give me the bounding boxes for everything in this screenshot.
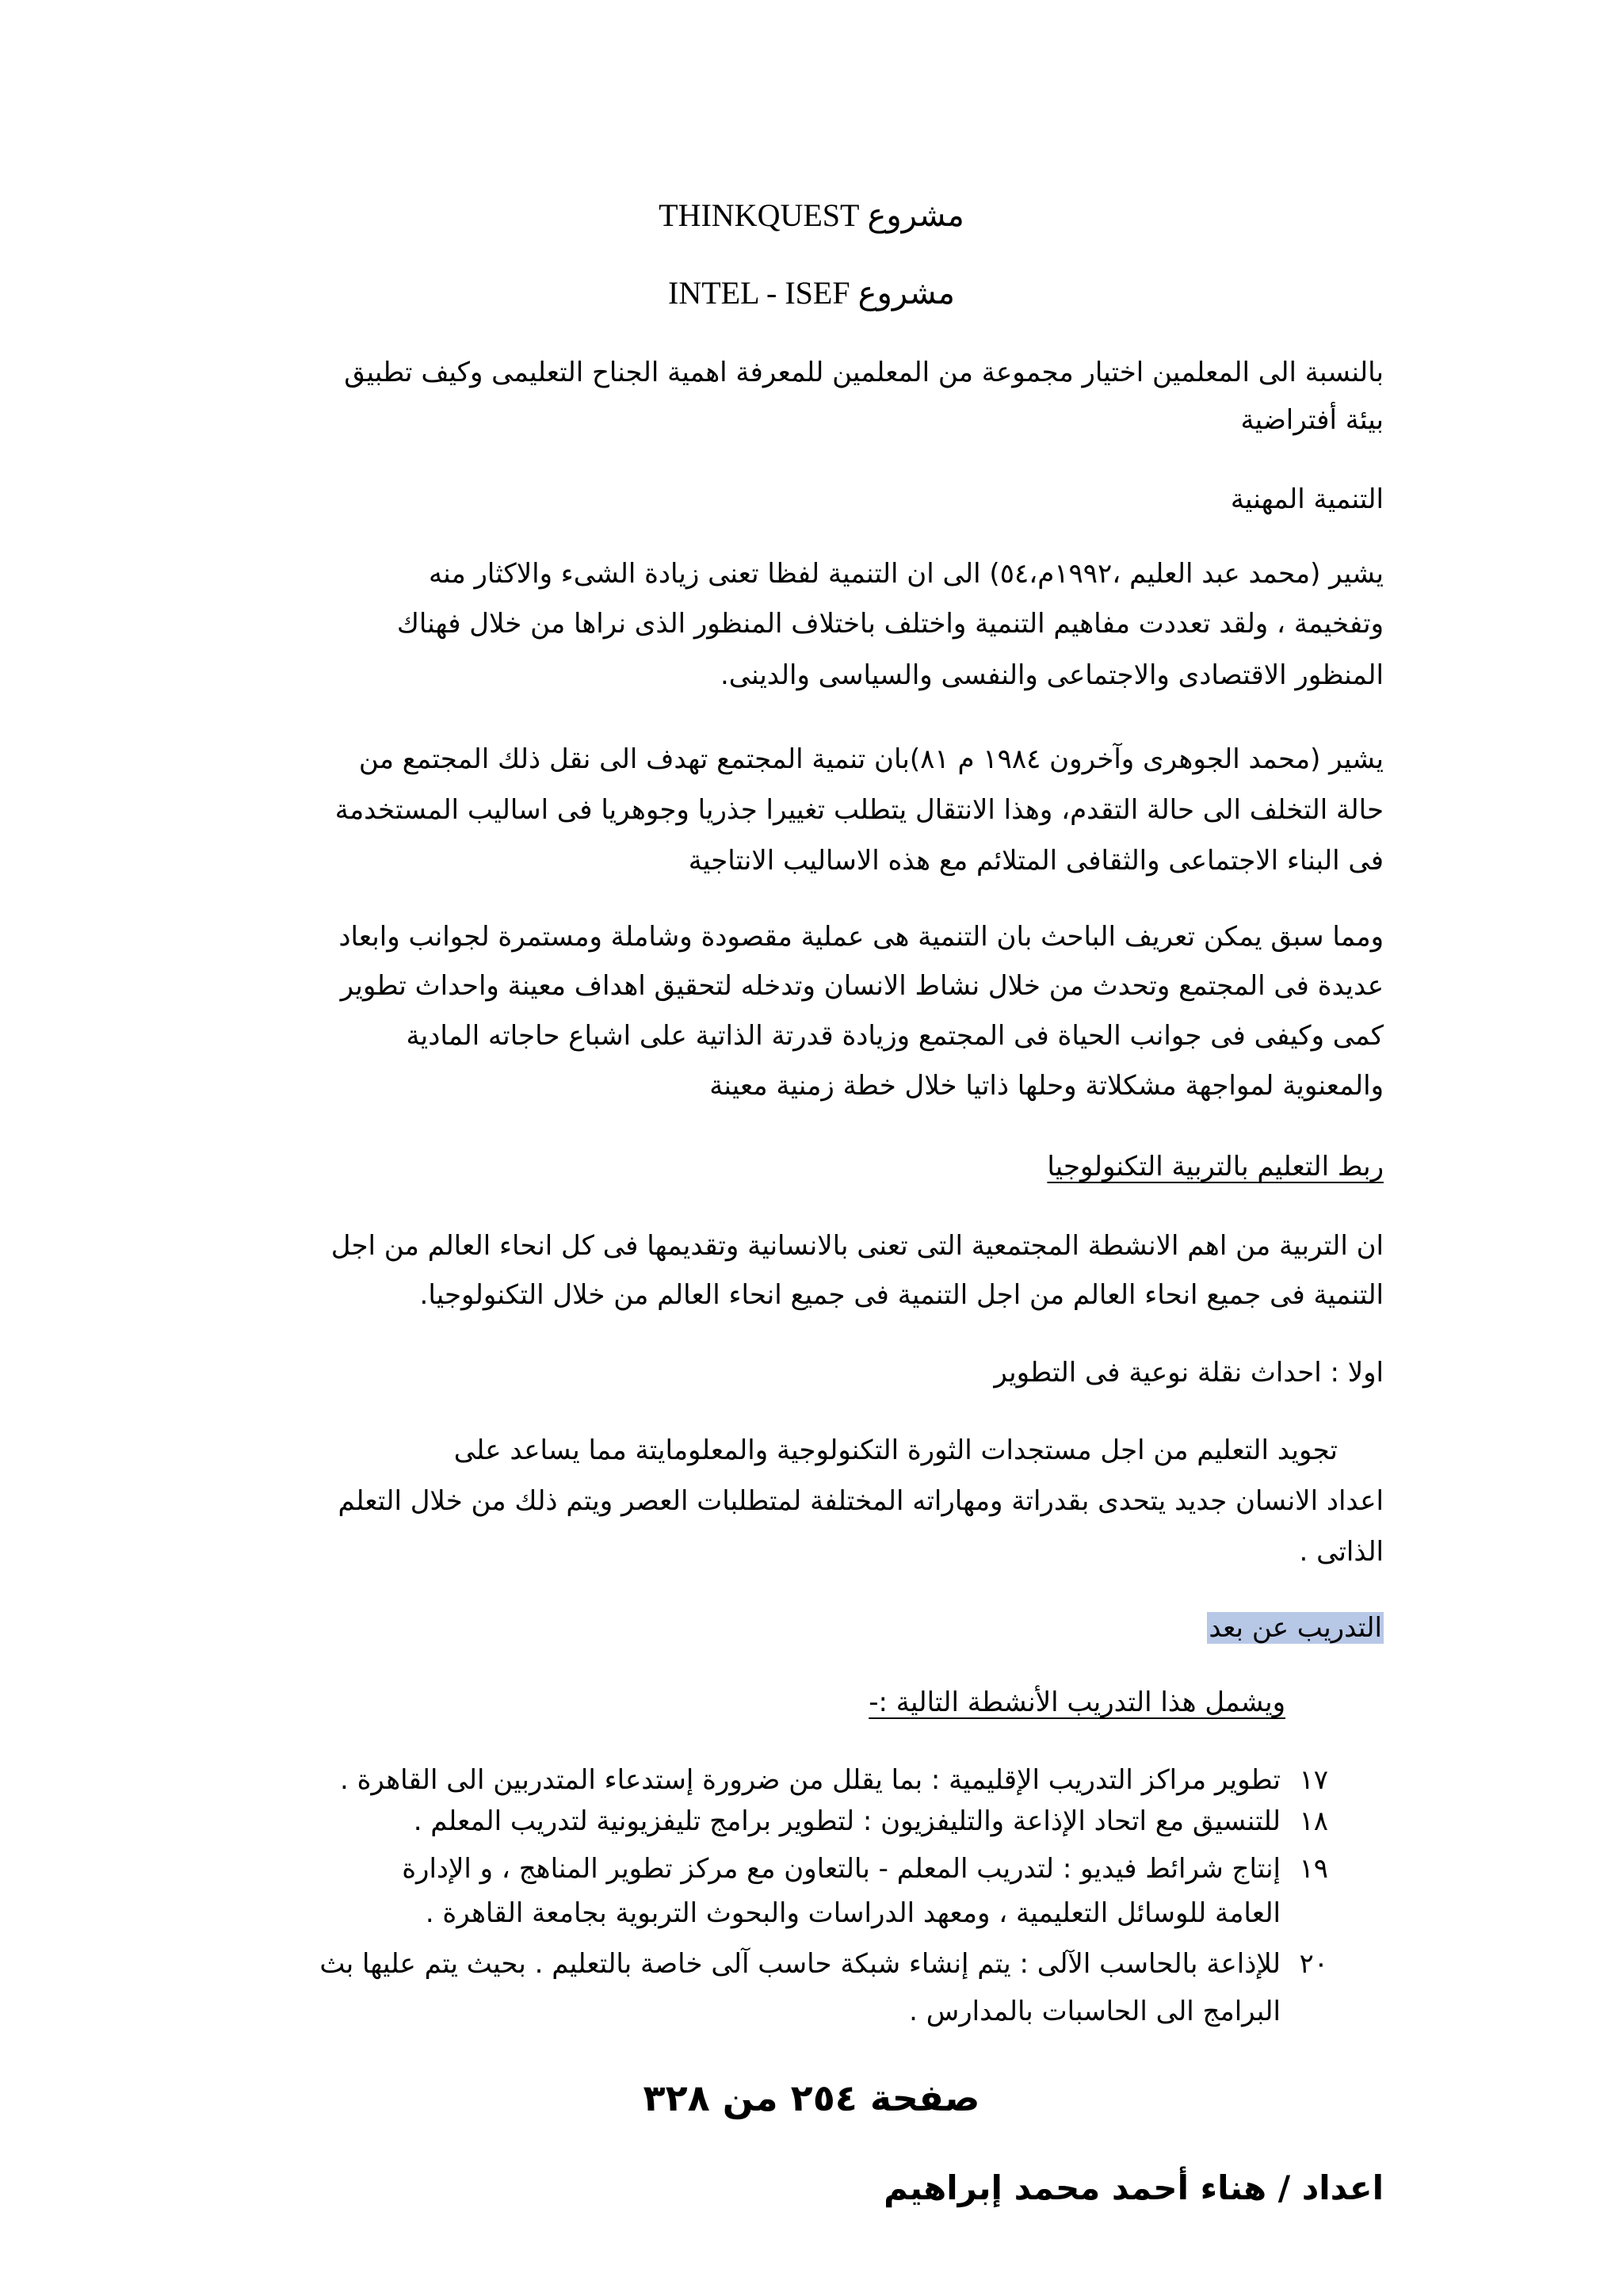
section-heading-distance-training [1207,1610,1384,1645]
document-title-intel-isef: مشروع INTEL - ISEF [668,275,955,311]
section-heading-professional-development: التنمية المهنية [1230,483,1384,515]
list-item-line: العامة للوسائل التعليمية ، ومعهد الدراسات والبحوث التربوية بجامعة القاهرة . [425,1897,1281,1929]
list-item-number: ١٨ [1299,1805,1328,1837]
document-title-thinkquest: مشروع THINKQUEST [659,197,964,233]
list-item-line: تطوير مراكز التدريب الإقليمية : بما يقلل من ضرورة إستدعاء المتدربين الى القاهرة . [340,1764,1281,1796]
list-item-line: للتنسيق مع اتحاد الإذاعة والتليفزيون : لتطوير برامج تليفزيونية لتدريب المعلم . [413,1805,1281,1837]
list-item-number: ١٩ [1299,1853,1328,1885]
paragraph-line: المنظور الاقتصادى والاجتماعى والنفسى والسياسى والدينى. [720,659,1384,691]
list-item-number: ٢٠ [1299,1948,1328,1980]
paragraph-line: يشير (محمد الجوهرى وآخرون ١٩٨٤ م ٨١)بان تنمية المجتمع تهدف الى نقل ذلك المجتمع من [358,743,1384,775]
paragraph-line: والمعنوية لمواجهة مشكلاتة وحلها ذاتيا خلال خطة زمنية معينة [709,1070,1384,1102]
paragraph-line: كمى وكيفى فى جوانب الحياة فى المجتمع وزيادة قدرتة الذاتية على اشباع حاجاته المادية [406,1020,1384,1052]
sub-heading-qualitative-shift: اولا : احداث نقلة نوعية فى التطوير [994,1357,1384,1389]
list-item-line: إنتاج شرائط فيديو : لتدريب المعلم - بالتعاون مع مركز تطوير المناهج ، و الإدارة [402,1853,1281,1885]
paragraph-line: عديدة فى المجتمع وتحدث من خلال نشاط الانسان وتدخله لتحقيق اهداف معينة واحداث تطوير [340,970,1384,1002]
paragraph-line: تجويد التعليم من اجل مستجدات الثورة التكنولوجية والمعلومايتة مما يساعد على [453,1435,1338,1466]
paragraph-line: اعداد الانسان جديد يتحدى بقدراتة ومهاراته المختلفة لمتطلبات العصر ويتم ذلك من خلال التعلم [338,1485,1384,1517]
intro-line-2: بيئة أفتراضية [1240,404,1384,436]
list-item-line: البرامج الى الحاسبات بالمدارس . [909,1996,1281,2027]
paragraph-line: حالة التخلف الى حالة التقدم، وهذا الانتقال يتطلب تغييرا جذريا وجوهريا فى اساليب المستخدمة [334,794,1384,826]
section-heading-education-technology: ربط التعليم بالتربية التكنولوجيا [1047,1151,1384,1182]
highlighted-heading-text: التدريب عن بعد [1209,1612,1382,1644]
paragraph-line: وتفخيمة ، ولقد تعددت مفاهيم التنمية واختلف باختلاف المنظور الذى نراها من خلال فهناك [396,608,1384,640]
intro-line-1: بالنسبة الى المعلمين اختيار مجموعة من المعلمين للمعرفة اهمية الجناح التعليمى وكيف تطبيق [344,357,1384,388]
list-item-number: ١٧ [1299,1764,1328,1796]
author-credit: اعداد / هناء أحمد محمد إبراهيم [884,2168,1384,2207]
paragraph-line: فى البناء الاجتماعى والثقافى المتلائم مع هذه الاساليب الانتاجية [688,845,1384,877]
page-number-info: صفحة ٢٥٤ من ٣٢٨ [643,2076,980,2119]
paragraph-line: ان التربية من اهم الانشطة المجتمعية التى تعنى بالانسانية وتقديمها فى كل انحاء العالم من اجل [330,1230,1384,1262]
sub-heading-activities: ويشمل هذا التدريب الأنشطة التالية :- [869,1687,1285,1718]
paragraph-line: ومما سبق يمكن تعريف الباحث بان التنمية هى عملية مقصودة وشاملة ومستمرة لجوانب وابعاد [338,921,1384,953]
paragraph-line: التنمية فى جميع انحاء العالم من اجل التنمية فى جميع انحاء العالم من خلال التكنولوجيا. [419,1279,1384,1311]
list-item-line: للإذاعة بالحاسب الآلى : يتم إنشاء شبكة حاسب آلى خاصة بالتعليم . بحيث يتم عليها بث [319,1948,1281,1980]
paragraph-line: الذاتى . [1299,1536,1384,1568]
paragraph-line: يشير (محمد عبد العليم ،١٩٩٢م،٥٤) الى ان التنمية لفظا تعنى زيادة الشىء والاكثار منه [429,558,1384,590]
